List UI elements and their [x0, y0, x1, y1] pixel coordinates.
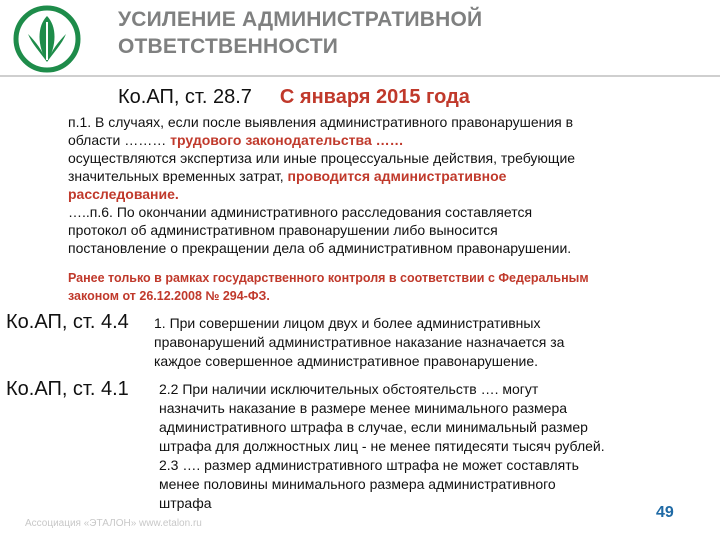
text-line: п.1. В случаях, если после выявления административного правонарушения в — [68, 114, 574, 130]
koap-4-1-article: Ко.АП, ст. 4.1 — [6, 378, 129, 400]
leaf-emblem-icon — [12, 4, 82, 74]
text-line: штрафа — [159, 495, 212, 511]
text-fragment: значительных временных затрат, — [68, 168, 288, 184]
text-line: каждое совершенное административное правонарушение. — [154, 353, 539, 369]
title-line-1: УСИЛЕНИЕ АДМИНИСТРАТИВНОЙ — [118, 8, 483, 31]
text-line: административного штрафа в случае, если минимальный размер — [159, 419, 588, 435]
highlight-text: …… — [371, 132, 404, 148]
text-line: штрафа для должностных лиц - не менее пятидесяти тысяч рублей. — [159, 438, 605, 454]
text-line — [68, 167, 708, 185]
text-line: назначить наказание в размере менее минимального размера — [159, 400, 568, 416]
koap-28-7-text — [68, 113, 708, 257]
text-line: постановление о прекращении дела об административном правонарушении. — [68, 240, 572, 256]
koap-4-1-text — [159, 380, 714, 513]
text-line: 1. При совершении лицом двух и более административных — [154, 315, 541, 331]
text-line: протокол об административном правонарушении либо выносится — [68, 222, 498, 238]
text-line — [68, 131, 708, 149]
note-line: Ранее только в рамках государственного контроля в соответствии с Федеральным — [68, 271, 589, 285]
koap-28-7-article: Ко.АП, ст. 28.7 — [118, 86, 252, 108]
text-line: …..п.6. По окончании административного расследования составляется — [68, 204, 533, 220]
text-line: 2.2 При наличии исключительных обстоятельств …. могут — [159, 381, 539, 397]
text-line: правонарушений административное наказание назначается за — [154, 334, 565, 350]
effective-date: С января 2015 года — [279, 86, 470, 108]
text-line: 2.3 …. размер административного штрафа не может составлять — [159, 457, 579, 473]
highlight-text: проводится административное — [287, 168, 507, 184]
note-line: законом от 26.12.2008 № 294-ФЗ. — [68, 289, 270, 303]
koap-28-7-heading — [118, 86, 470, 109]
koap-4-4-article: Ко.АП, ст. 4.4 — [6, 311, 129, 333]
title-line-2: ОТВЕТСТВЕННОСТИ — [118, 35, 339, 58]
koap-4-4-text — [154, 314, 714, 371]
highlight-text: трудового законодательства — [170, 132, 372, 148]
text-line: менее половины минимального размера административного — [159, 476, 556, 492]
page-title — [118, 6, 482, 60]
title-divider — [0, 75, 720, 77]
text-fragment: области ……… — [68, 132, 171, 148]
previous-rule-note — [68, 269, 708, 305]
page-number: 49 — [656, 504, 674, 521]
text-line: осуществляются экспертиза или иные процессуальные действия, требующие — [68, 150, 576, 166]
footer-watermark: Ассоциация «ЭТАЛОН» www.etalon.ru — [25, 518, 202, 529]
highlight-line: расследование. — [68, 186, 179, 202]
